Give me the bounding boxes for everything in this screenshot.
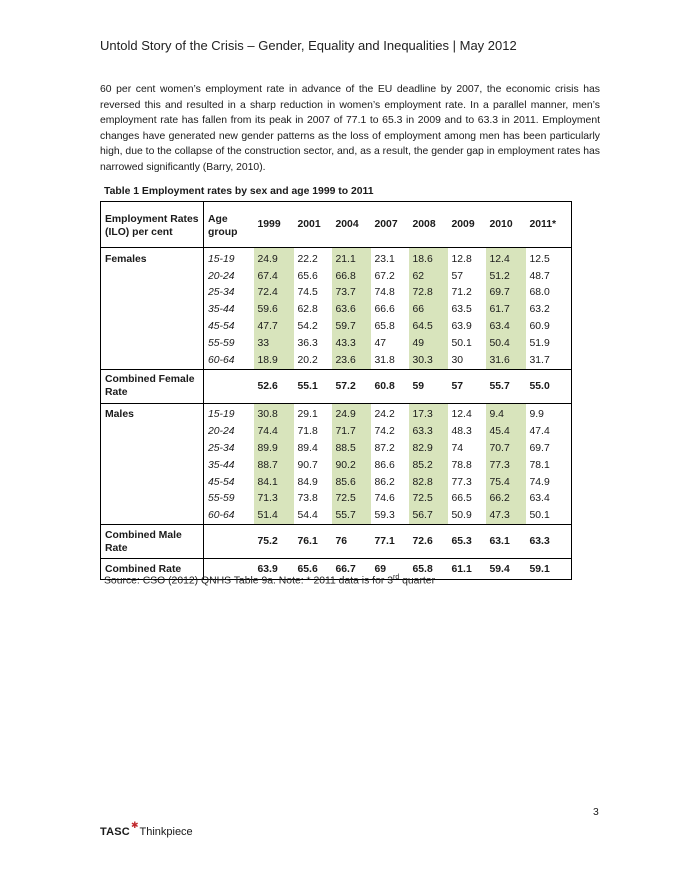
table-row [101, 440, 572, 457]
table-row [101, 491, 572, 508]
value-cell: 63.2 [526, 301, 572, 318]
value-cell: 75.4 [486, 474, 526, 491]
value-cell: 49 [409, 335, 448, 352]
age-group-cell: 25-34 [208, 287, 235, 299]
value-cell: 84.9 [297, 476, 318, 488]
total-label: Combined Rate [101, 559, 204, 580]
value-cell: 87.2 [374, 443, 395, 455]
value-cell: 51.4 [254, 507, 294, 524]
value-cell: 22.2 [294, 248, 332, 268]
value-cell: 47 [374, 337, 387, 349]
value-cell: 47.3 [486, 507, 526, 524]
age-group-cell: 55-59 [208, 493, 235, 505]
header-year: 2008 [409, 202, 448, 248]
age-group-cell: 25-34 [208, 443, 235, 455]
value-cell: 62 [409, 268, 448, 285]
females-label: Females [101, 248, 204, 268]
combined-value: 75.2 [254, 525, 294, 559]
combined-value: 55.0 [526, 369, 572, 403]
value-cell: 43.3 [332, 335, 371, 352]
value-cell: 71.3 [254, 491, 294, 508]
value-cell: 67.2 [374, 270, 395, 282]
value-cell: 59.6 [254, 301, 294, 318]
value-cell: 63.6 [332, 301, 371, 318]
value-cell: 57 [451, 270, 464, 282]
value-cell: 50.9 [451, 510, 472, 522]
logo-brand: TASC [100, 826, 130, 838]
table-source-note [104, 574, 435, 586]
value-cell: 88.7 [254, 457, 294, 474]
value-cell: 72.5 [409, 491, 448, 508]
page-number: 3 [593, 807, 599, 818]
value-cell: 36.3 [297, 337, 318, 349]
value-cell: 73.8 [297, 493, 318, 505]
combined-value: 60.8 [371, 369, 409, 403]
value-cell: 74.9 [526, 474, 572, 491]
females-label [101, 285, 204, 302]
tasc-logo [100, 820, 193, 838]
value-cell: 30.3 [409, 352, 448, 369]
value-cell: 72.5 [332, 491, 371, 508]
value-cell: 23.1 [371, 248, 409, 268]
header-year: 2007 [371, 202, 409, 248]
value-cell: 54.4 [297, 510, 318, 522]
table-row [101, 318, 572, 335]
value-cell: 63.5 [451, 304, 472, 316]
age-group-cell: 35-44 [208, 459, 235, 471]
value-cell: 24.9 [332, 403, 371, 423]
value-cell: 74.5 [297, 287, 318, 299]
value-cell: 47.7 [254, 318, 294, 335]
combined-value: 77.1 [371, 525, 409, 559]
empty-cell [204, 525, 254, 559]
table-row [101, 474, 572, 491]
combined-label: Combined Female Rate [101, 369, 204, 403]
value-cell: 84.1 [254, 474, 294, 491]
value-cell: 12.8 [448, 248, 486, 268]
value-cell: 29.1 [294, 403, 332, 423]
age-group-cell: 20-24 [208, 270, 235, 282]
value-cell: 59.3 [374, 510, 395, 522]
source-text: Source: CSO (2012) QNHS Table 9a. Note: * 2011 data is for 3 [104, 575, 393, 587]
table-row [101, 423, 572, 440]
value-cell: 71.8 [297, 426, 318, 438]
value-cell: 50.1 [526, 507, 572, 524]
header-year: 2011* [526, 202, 572, 248]
table-header-row [101, 202, 572, 248]
combined-value: 57 [448, 369, 486, 403]
value-cell: 89.9 [254, 440, 294, 457]
table-row [101, 285, 572, 302]
value-cell: 47.4 [526, 423, 572, 440]
age-group-cell: 45-54 [208, 476, 235, 488]
males-label [101, 474, 204, 491]
value-cell: 24.2 [371, 403, 409, 423]
value-cell: 31.7 [526, 352, 572, 369]
age-group-cell: 15-19 [204, 248, 254, 268]
value-cell: 69.7 [526, 440, 572, 457]
value-cell: 30 [451, 354, 464, 366]
empty-cell [204, 369, 254, 403]
value-cell: 61.7 [486, 301, 526, 318]
value-cell: 60.9 [526, 318, 572, 335]
males-label [101, 491, 204, 508]
total-value: 63.9 [254, 559, 294, 580]
value-cell: 63.4 [526, 491, 572, 508]
value-cell: 69.7 [486, 285, 526, 302]
value-cell: 17.3 [409, 403, 448, 423]
combined-value: 72.6 [409, 525, 448, 559]
combined-value: 65.3 [448, 525, 486, 559]
value-cell: 50.1 [451, 337, 472, 349]
males-label: Males [101, 403, 204, 423]
value-cell: 24.9 [254, 248, 294, 268]
value-cell: 70.7 [486, 440, 526, 457]
value-cell: 85.2 [409, 457, 448, 474]
age-group-cell: 55-59 [208, 337, 235, 349]
value-cell: 31.6 [486, 352, 526, 369]
table-row [101, 457, 572, 474]
source-superscript: rd [392, 574, 400, 581]
value-cell: 89.4 [297, 443, 318, 455]
females-label [101, 335, 204, 352]
total-value: 61.1 [448, 559, 486, 580]
combined-value: 76 [332, 525, 371, 559]
value-cell: 51.9 [526, 335, 572, 352]
value-cell: 66.2 [486, 491, 526, 508]
males-label [101, 457, 204, 474]
combined-row [101, 525, 572, 559]
value-cell: 66.8 [332, 268, 371, 285]
value-cell: 77.3 [486, 457, 526, 474]
table-row [101, 248, 572, 268]
females-label [101, 268, 204, 285]
value-cell: 55.7 [332, 507, 371, 524]
value-cell: 45.4 [486, 423, 526, 440]
value-cell: 56.7 [409, 507, 448, 524]
combined-value: 59 [409, 369, 448, 403]
combined-value: 52.6 [254, 369, 294, 403]
value-cell: 12.5 [526, 248, 572, 268]
logo-suffix: Thinkpiece [139, 826, 193, 838]
value-cell: 9.9 [526, 403, 572, 423]
value-cell: 86.2 [374, 476, 395, 488]
age-group-cell: 20-24 [208, 426, 235, 438]
table-caption: Table 1 Employment rates by sex and age 1999 to 2011 [104, 186, 374, 197]
value-cell: 88.5 [332, 440, 371, 457]
value-cell: 74 [451, 443, 464, 455]
value-cell: 68.0 [526, 285, 572, 302]
value-cell: 63.4 [486, 318, 526, 335]
header-year: 2009 [448, 202, 486, 248]
value-cell: 20.2 [297, 354, 318, 366]
males-label [101, 507, 204, 524]
value-cell: 66 [409, 301, 448, 318]
source-text-end: quarter [399, 575, 436, 587]
logo-star-icon: ✱ [130, 820, 139, 830]
value-cell: 73.7 [332, 285, 371, 302]
value-cell: 65.8 [374, 321, 395, 333]
value-cell: 63.3 [409, 423, 448, 440]
table-row [101, 335, 572, 352]
combined-row [101, 369, 572, 403]
total-value: 59.1 [526, 559, 572, 580]
value-cell: 71.2 [451, 287, 472, 299]
value-cell: 66.6 [374, 304, 395, 316]
employment-table [100, 201, 572, 580]
age-group-cell: 45-54 [208, 321, 235, 333]
value-cell: 23.6 [332, 352, 371, 369]
value-cell: 74.6 [374, 493, 395, 505]
table-row [101, 403, 572, 423]
value-cell: 21.1 [332, 248, 371, 268]
total-value: 66.7 [332, 559, 371, 580]
value-cell: 9.4 [486, 403, 526, 423]
combined-value: 76.1 [294, 525, 332, 559]
age-group-cell: 35-44 [208, 304, 235, 316]
value-cell: 74.4 [254, 423, 294, 440]
table-row [101, 507, 572, 524]
value-cell: 72.8 [409, 285, 448, 302]
value-cell: 71.7 [332, 423, 371, 440]
value-cell: 31.8 [374, 354, 395, 366]
header-year: 1999 [254, 202, 294, 248]
value-cell: 33 [254, 335, 294, 352]
value-cell: 86.6 [374, 459, 395, 471]
value-cell: 64.5 [409, 318, 448, 335]
value-cell: 62.8 [297, 304, 318, 316]
header-year: 2010 [486, 202, 526, 248]
females-label [101, 318, 204, 335]
value-cell: 82.8 [409, 474, 448, 491]
value-cell: 77.3 [451, 476, 472, 488]
table-row [101, 268, 572, 285]
value-cell: 51.2 [486, 268, 526, 285]
females-label [101, 301, 204, 318]
value-cell: 85.6 [332, 474, 371, 491]
value-cell: 12.4 [448, 403, 486, 423]
value-cell: 48.7 [526, 268, 572, 285]
table-row [101, 301, 572, 318]
age-group-cell: 15-19 [204, 403, 254, 423]
header-year: 2001 [294, 202, 332, 248]
running-header: Untold Story of the Crisis – Gender, Equality and Inequalities | May 2012 [100, 38, 517, 53]
value-cell: 74.8 [374, 287, 395, 299]
age-group-cell: 60-64 [208, 354, 235, 366]
header-age-group: Age group [204, 202, 254, 248]
combined-value: 63.1 [486, 525, 526, 559]
value-cell: 18.9 [254, 352, 294, 369]
value-cell: 82.9 [409, 440, 448, 457]
value-cell: 74.2 [374, 426, 395, 438]
combined-label: Combined Male Rate [101, 525, 204, 559]
value-cell: 90.7 [297, 459, 318, 471]
value-cell: 65.6 [297, 270, 318, 282]
value-cell: 78.1 [526, 457, 572, 474]
value-cell: 72.4 [254, 285, 294, 302]
value-cell: 18.6 [409, 248, 448, 268]
females-label [101, 352, 204, 369]
value-cell: 30.8 [254, 403, 294, 423]
value-cell: 78.8 [451, 459, 472, 471]
total-value: 59.4 [486, 559, 526, 580]
header-year: 2004 [332, 202, 371, 248]
total-value: 69 [371, 559, 409, 580]
combined-value: 55.7 [486, 369, 526, 403]
age-group-cell: 60-64 [208, 510, 235, 522]
header-label: Employment Rates (ILO) per cent [101, 202, 204, 248]
value-cell: 54.2 [297, 321, 318, 333]
value-cell: 63.9 [451, 321, 472, 333]
table-row [101, 352, 572, 369]
combined-value: 57.2 [332, 369, 371, 403]
value-cell: 59.7 [332, 318, 371, 335]
total-value: 65.8 [409, 559, 448, 580]
value-cell: 12.4 [486, 248, 526, 268]
value-cell: 48.3 [451, 426, 472, 438]
combined-value: 55.1 [294, 369, 332, 403]
value-cell: 67.4 [254, 268, 294, 285]
males-label [101, 423, 204, 440]
value-cell: 90.2 [332, 457, 371, 474]
total-value: 65.6 [294, 559, 332, 580]
value-cell: 50.4 [486, 335, 526, 352]
males-label [101, 440, 204, 457]
body-paragraph: 60 per cent women’s employment rate in advance of the EU deadline by 2007, the economic crisis has reversed this and resulted in a sharp reduction in women’s employment rate. In a parallel manner, men’s employment rate has fallen from its peak in 2007 of 77.1 to 65.3 in 2009 and to 63.3 in 2011. Employment changes have generated new gender patterns as the loss of employment among men has been particularly high, due to the collapse of the construction sector, and, as a result, the gender gap in employment rates has narrowed significantly (Barry, 2010). [100, 84, 600, 173]
value-cell: 66.5 [451, 493, 472, 505]
combined-value: 63.3 [526, 525, 572, 559]
